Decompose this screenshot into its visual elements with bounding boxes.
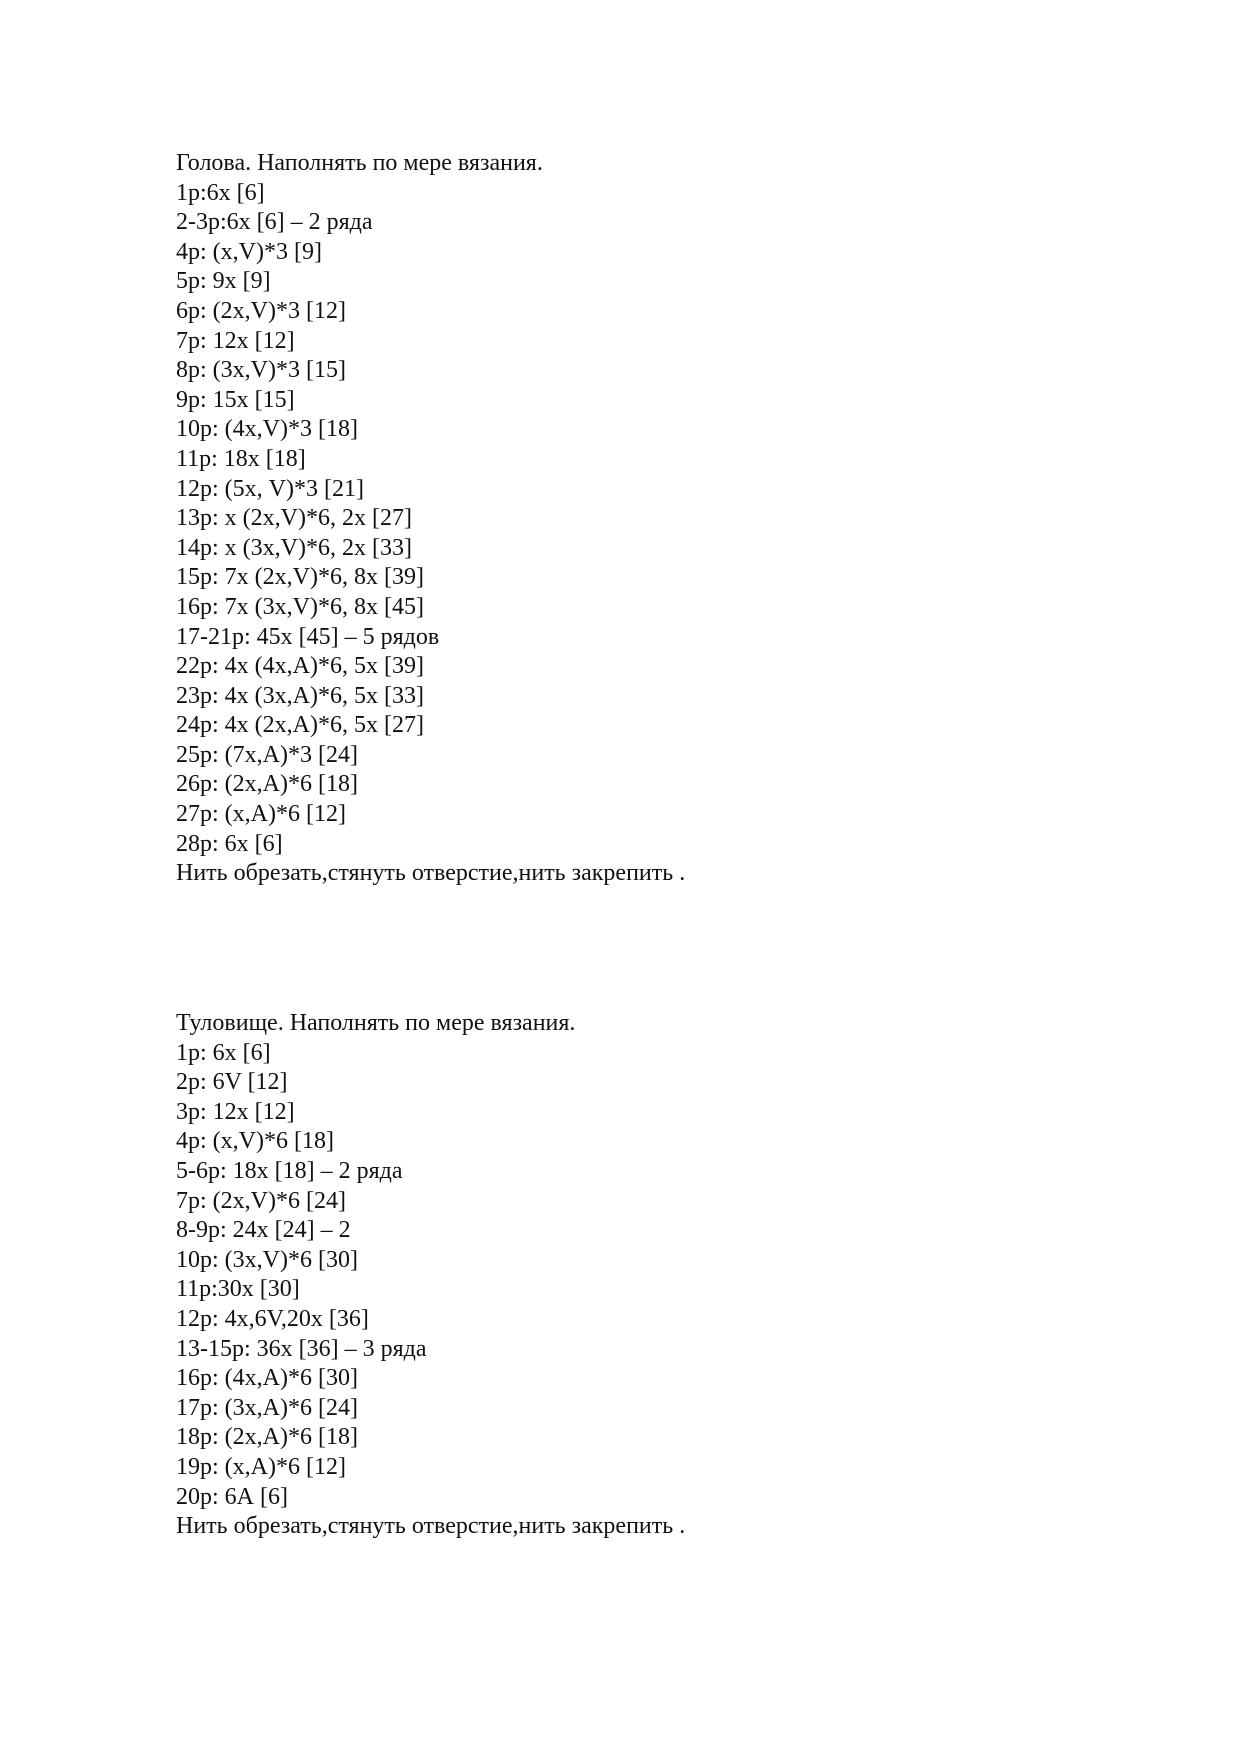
pattern-row: 15р: 7х (2х,V)*6, 8х [39] <box>176 564 424 591</box>
pattern-row: 16р: 7х (3х,V)*6, 8х [45] <box>176 593 424 620</box>
pattern-row: 2-3р:6х [6] – 2 ряда <box>176 209 373 236</box>
pattern-row: 28р: 6х [6] <box>176 830 283 857</box>
pattern-row: 1р:6х [6] <box>176 179 265 206</box>
pattern-row: 5р: 9х [9] <box>176 268 271 295</box>
pattern-row: 26р: (2х,А)*6 [18] <box>176 771 358 798</box>
pattern-row: 4р: (х,V)*3 [9] <box>176 238 322 265</box>
section-body <box>176 1009 1076 1542</box>
pattern-row: 17-21р: 45х [45] – 5 рядов <box>176 623 440 650</box>
pattern-row: 13р: х (2х,V)*6, 2х [27] <box>176 505 412 532</box>
pattern-row: 13-15р: 36х [36] – 3 ряда <box>176 1335 427 1362</box>
pattern-row: 3р: 12х [12] <box>176 1098 295 1125</box>
pattern-row: 14р: х (3х,V)*6, 2х [33] <box>176 534 412 561</box>
section-closing: Нить обрезать,стянуть отверстие,нить закрепить . <box>176 860 686 887</box>
section-head <box>176 149 1076 889</box>
pattern-row: 18р: (2х,А)*6 [18] <box>176 1424 358 1451</box>
pattern-row: 5-6р: 18х [18] – 2 ряда <box>176 1157 403 1184</box>
pattern-row: 12р: (5х, V)*3 [21] <box>176 475 364 502</box>
section-closing: Нить обрезать,стянуть отверстие,нить закрепить . <box>176 1513 686 1540</box>
pattern-row: 7р: (2х,V)*6 [24] <box>176 1187 346 1214</box>
pattern-row: 16р: (4х,А)*6 [30] <box>176 1365 358 1392</box>
pattern-row: 25р: (7х,А)*3 [24] <box>176 741 358 768</box>
pattern-row: 12р: 4х,6V,20х [36] <box>176 1305 369 1332</box>
pattern-row: 19р: (х,А)*6 [12] <box>176 1453 346 1480</box>
section-title: Голова. Наполнять по мере вязания. <box>176 150 543 176</box>
pattern-row: 24р: 4х (2х,А)*6, 5х [27] <box>176 712 424 739</box>
pattern-row: 1р: 6х [6] <box>176 1039 271 1066</box>
pattern-row: 11р:30х [30] <box>176 1276 300 1303</box>
pattern-row: 27р: (х,А)*6 [12] <box>176 801 346 828</box>
pattern-row: 22р: 4х (4х,А)*6, 5х [39] <box>176 653 424 680</box>
pattern-row: 23р: 4х (3х,А)*6, 5х [33] <box>176 682 424 709</box>
pattern-row: 8-9р: 24х [24] – 2 <box>176 1217 351 1244</box>
pattern-row: 2р: 6V [12] <box>176 1069 288 1096</box>
pattern-row: 6р: (2х,V)*3 [12] <box>176 297 346 324</box>
pattern-row: 17р: (3х,А)*6 [24] <box>176 1394 358 1421</box>
pattern-row: 7р: 12х [12] <box>176 327 295 354</box>
pattern-row: 10р: (3х,V)*6 [30] <box>176 1246 358 1273</box>
pattern-row: 10р: (4х,V)*3 [18] <box>176 416 358 443</box>
section-title: Туловище. Наполнять по мере вязания. <box>176 1010 576 1036</box>
pattern-row: 11р: 18х [18] <box>176 445 306 472</box>
pattern-row: 20р: 6А [6] <box>176 1483 288 1510</box>
pattern-row: 4р: (х,V)*6 [18] <box>176 1128 334 1155</box>
pattern-row: 8р: (3х,V)*3 [15] <box>176 357 346 384</box>
pattern-row: 9р: 15х [15] <box>176 386 295 413</box>
